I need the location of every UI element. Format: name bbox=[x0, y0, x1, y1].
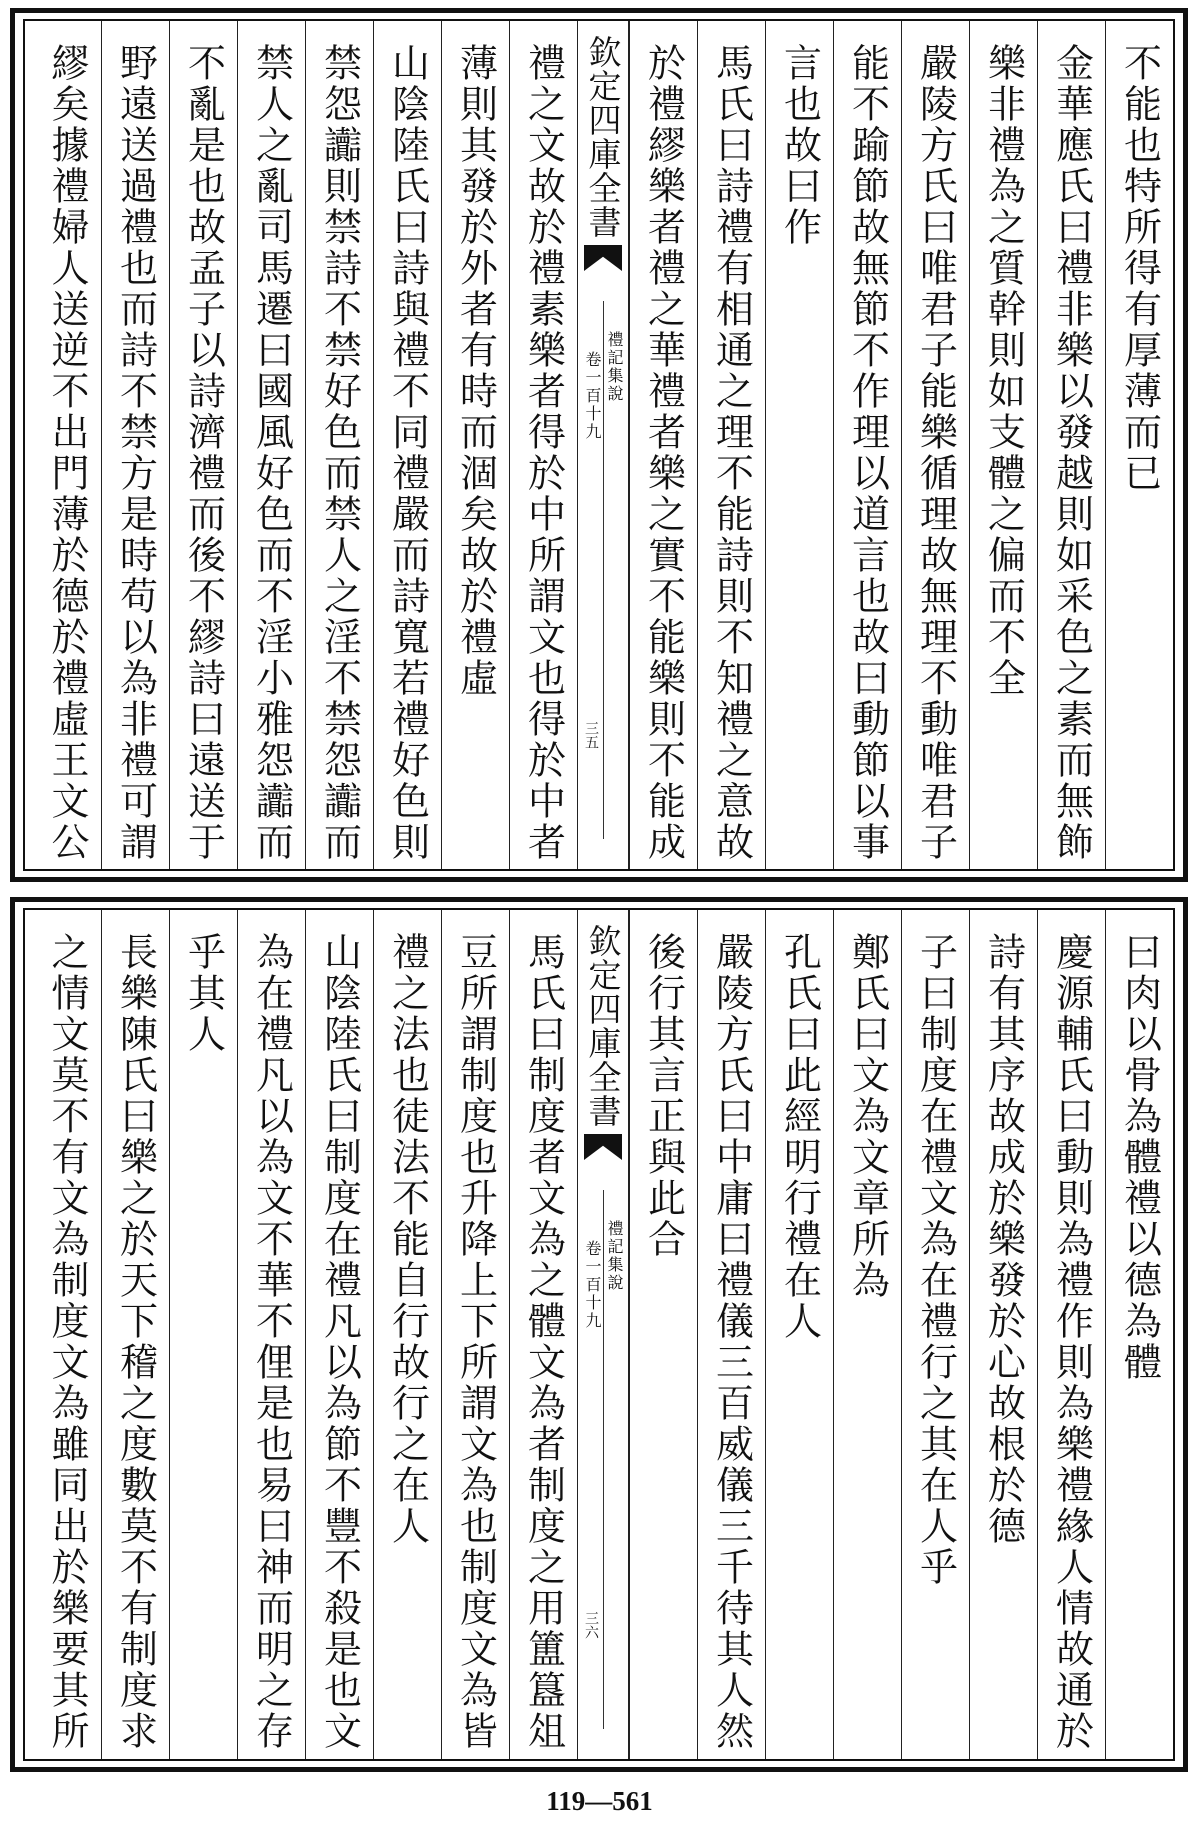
text-column: 長樂陳氏曰樂之於天下稽之度數莫不有制度求 bbox=[101, 910, 169, 1759]
text-column: 詩有其序故成於樂發於心故根於德 bbox=[969, 910, 1037, 1759]
volume-label: 卷一百十九 bbox=[583, 1240, 602, 1330]
text-column: 嚴陵方氏曰唯君子能樂循理故無理不動唯君子 bbox=[901, 21, 969, 869]
text-column: 嚴陵方氏曰中庸曰禮儀三百威儀三千待其人然 bbox=[697, 910, 765, 1759]
fish-tail-mark bbox=[584, 245, 622, 271]
text-column: 馬氏曰詩禮有相通之理不能詩則不知禮之意故 bbox=[697, 21, 765, 869]
center-rule bbox=[603, 301, 604, 839]
text-column: 不亂是也故孟子以詩濟禮而後不繆詩曰遠送于 bbox=[169, 21, 237, 869]
upper-page-text-area bbox=[23, 19, 1175, 871]
text-column: 馬氏曰制度者文為之體文為者制度之用簠簋俎 bbox=[509, 910, 577, 1759]
book-title: 禮記集說 bbox=[605, 1220, 624, 1292]
text-column: 金華應氏曰禮非樂以發越則如采色之素而無飾 bbox=[1037, 21, 1105, 869]
center-rule bbox=[603, 1190, 604, 1729]
book-title: 禮記集說 bbox=[605, 331, 624, 403]
volume-label: 卷一百十九 bbox=[583, 351, 602, 441]
series-title: 欽定四庫全書 bbox=[583, 35, 623, 239]
text-column: 乎其人 bbox=[169, 910, 237, 1759]
text-column: 繆矣據禮婦人送逆不出門薄於德於禮虛王文公 bbox=[45, 43, 89, 863]
text-column: 薄則其發於外者有時而涸矣故於禮虛 bbox=[441, 21, 509, 869]
page-number: 119—561 bbox=[546, 1786, 653, 1816]
text-column: 不能也特所得有厚薄而已 bbox=[1105, 21, 1173, 869]
center-fold-column bbox=[577, 21, 629, 869]
text-column: 山陰陸氏曰制度在禮凡以為節不豐不殺是也文 bbox=[305, 910, 373, 1759]
text-column: 禁人之亂司馬遷曰國風好色而不淫小雅怨讟而 bbox=[237, 21, 305, 869]
text-column: 慶源輔氏曰動則為禮作則為樂禮緣人情故通於 bbox=[1037, 910, 1105, 1759]
text-column: 後行其言正與此合 bbox=[629, 910, 697, 1759]
text-column: 曰肉以骨為體禮以德為體 bbox=[1105, 910, 1173, 1759]
lower-page-text-area bbox=[23, 908, 1175, 1761]
series-title: 欽定四庫全書 bbox=[583, 924, 623, 1128]
upper-page bbox=[10, 8, 1188, 882]
text-column: 豆所謂制度也升降上下所謂文為也制度文為皆 bbox=[441, 910, 509, 1759]
lower-page bbox=[10, 897, 1188, 1772]
text-column: 鄭氏曰文為文章所為 bbox=[833, 910, 901, 1759]
text-column: 能不踰節故無節不作理以道言也故曰動節以事 bbox=[833, 21, 901, 869]
leaf-number: 三六 bbox=[583, 1611, 599, 1639]
leaf-number: 三五 bbox=[583, 721, 599, 749]
text-column: 樂非禮為之質幹則如支體之偏而不全 bbox=[969, 21, 1037, 869]
text-column: 為在禮凡以為文不華不俚是也易曰神而明之存 bbox=[237, 910, 305, 1759]
text-column: 山陰陸氏曰詩與禮不同禮嚴而詩寬若禮好色則 bbox=[373, 21, 441, 869]
text-column: 禁怨讟則禁詩不禁好色而禁人之淫不禁怨讟而 bbox=[305, 21, 373, 869]
fish-tail-mark bbox=[584, 1134, 622, 1160]
text-column: 子曰制度在禮文為在禮行之其在人乎 bbox=[901, 910, 969, 1759]
text-column: 之情文莫不有文為制度文為雖同出於樂要其所 bbox=[45, 932, 89, 1752]
text-column: 禮之文故於禮素樂者得於中所謂文也得於中者 bbox=[509, 21, 577, 869]
text-column: 於禮繆樂者禮之華禮者樂之實不能樂則不能成 bbox=[629, 21, 697, 869]
text-column: 孔氏曰此經明行禮在人 bbox=[765, 910, 833, 1759]
text-column: 禮之法也徒法不能自行故行之在人 bbox=[373, 910, 441, 1759]
center-fold-column bbox=[577, 910, 629, 1759]
text-column: 野遠送過禮也而詩不禁方是時苟以為非禮可謂 bbox=[101, 21, 169, 869]
text-column: 言也故曰作 bbox=[765, 21, 833, 869]
